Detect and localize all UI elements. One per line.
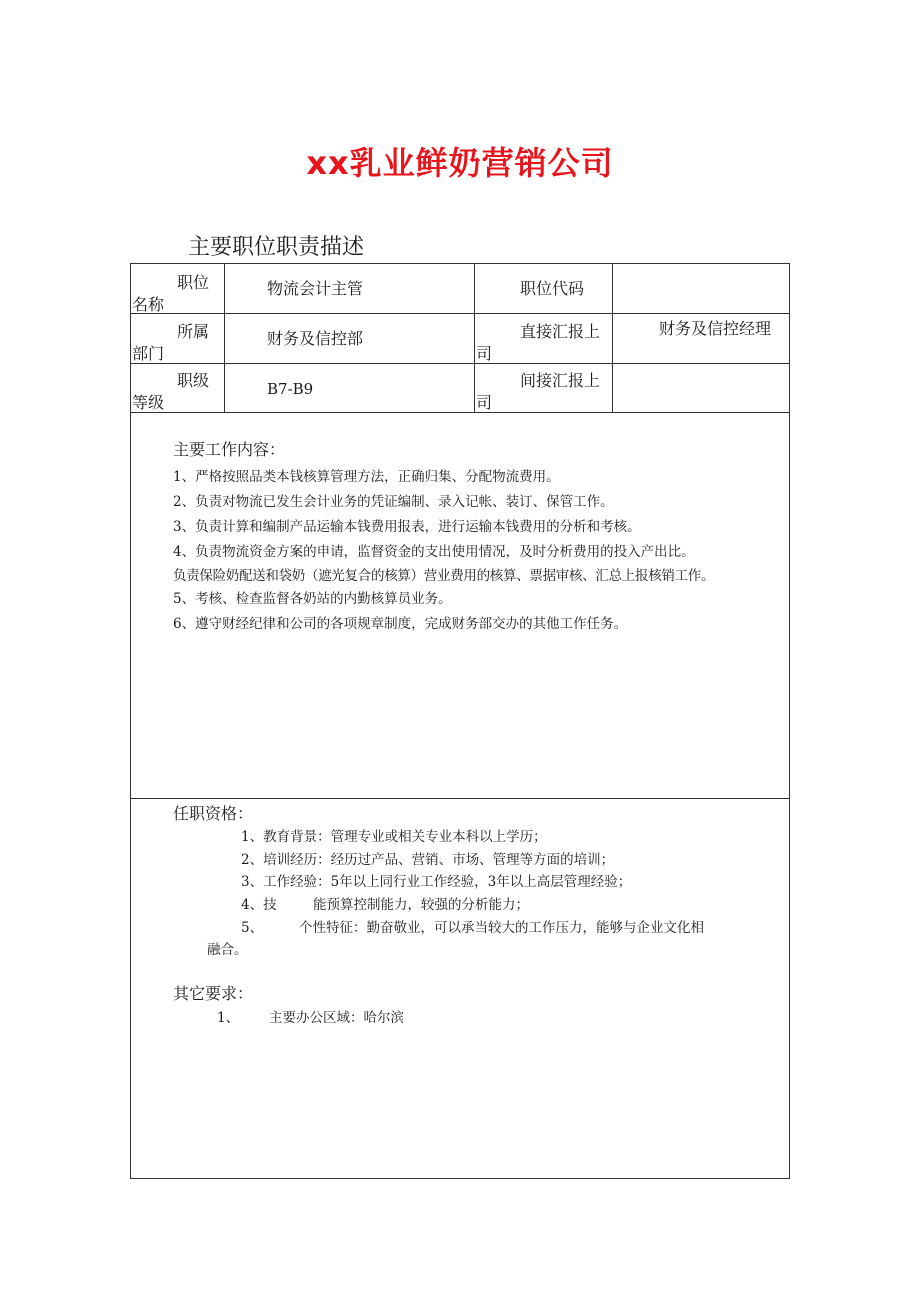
duties-heading: 主要工作内容： bbox=[173, 440, 286, 459]
label-direct-report-bottom: 司 bbox=[476, 344, 493, 363]
column-divider bbox=[474, 264, 475, 412]
label-direct-report-top: 直接汇报上 bbox=[520, 322, 601, 341]
row-divider bbox=[131, 412, 789, 413]
qualification-item: 2、培训经历：经历过产品、营销、市场、管理等方面的培训； bbox=[241, 852, 615, 868]
label-position-name-top: 职位 bbox=[177, 273, 210, 292]
column-divider bbox=[224, 264, 225, 412]
value-position-name: 物流会计主管 bbox=[267, 279, 364, 298]
qualification-item: 能预算控制能力，较强的分析能力； bbox=[313, 897, 529, 913]
label-position-name-bottom: 名称 bbox=[132, 295, 165, 314]
page-title: xx乳业鲜奶营销公司 bbox=[306, 144, 614, 182]
other-item: 主要办公区域：哈尔滨 bbox=[269, 1010, 404, 1026]
value-department: 财务及信控部 bbox=[267, 329, 364, 348]
duty-item: 5、考核、检查监督各奶站的内勤核算员业务。 bbox=[173, 591, 452, 607]
form-subtitle: 主要职位职责描述 bbox=[188, 235, 365, 260]
duty-item: 4、负责物流资金方案的申请，监督资金的支出使用情况，及时分析费用的投入产出比。 bbox=[173, 544, 695, 560]
duty-item: 1、严格按照品类本钱核算管理方法，正确归集、分配物流费用。 bbox=[173, 469, 560, 485]
other-requirements-heading: 其它要求： bbox=[173, 984, 254, 1003]
row-divider bbox=[131, 313, 789, 314]
value-grade: B7-B9 bbox=[267, 380, 314, 398]
job-description-form bbox=[130, 263, 790, 1179]
qualification-item-num: 5、 bbox=[241, 920, 264, 936]
label-department-bottom: 部门 bbox=[132, 344, 165, 363]
label-position-code: 职位代码 bbox=[520, 279, 585, 298]
duty-item: 负责保险奶配送和袋奶（遮光复合的核算）营业费用的核算、票据审核、汇总上报核销工作。 bbox=[173, 568, 715, 584]
label-indirect-report-top: 间接汇报上 bbox=[520, 371, 601, 390]
label-indirect-report-bottom: 司 bbox=[476, 393, 493, 412]
qualification-item-num: 4、技 bbox=[241, 897, 277, 913]
value-direct-report: 财务及信控经理 bbox=[659, 319, 772, 338]
label-grade-top: 职级 bbox=[177, 371, 210, 390]
row-divider bbox=[131, 363, 789, 364]
column-divider bbox=[612, 264, 613, 412]
qualifications-heading: 任职资格： bbox=[173, 804, 254, 823]
duty-item: 3、负责计算和编制产品运输本钱费用报表，进行运输本钱费用的分析和考核。 bbox=[173, 519, 641, 535]
label-department-top: 所属 bbox=[177, 322, 210, 341]
other-item-num: 1、 bbox=[217, 1010, 240, 1026]
duty-item: 6、遵守财经纪律和公司的各项规章制度，完成财务部交办的其他工作任务。 bbox=[173, 616, 628, 632]
qualification-item: 个性特征：勤奋敬业，可以承当较大的工作压力，能够与企业文化相 bbox=[299, 920, 704, 936]
label-grade-bottom: 等级 bbox=[132, 393, 165, 412]
section-divider bbox=[131, 798, 789, 799]
qualification-item-continued: 融合。 bbox=[207, 942, 248, 958]
duty-item: 2、负责对物流已发生会计业务的凭证编制、录入记帐、装订、保管工作。 bbox=[173, 494, 614, 510]
qualification-item: 1、教育背景：管理专业或相关专业本科以上学历； bbox=[241, 829, 547, 845]
qualification-item: 3、工作经验：5年以上同行业工作经验，3年以上高层管理经验； bbox=[241, 874, 632, 890]
